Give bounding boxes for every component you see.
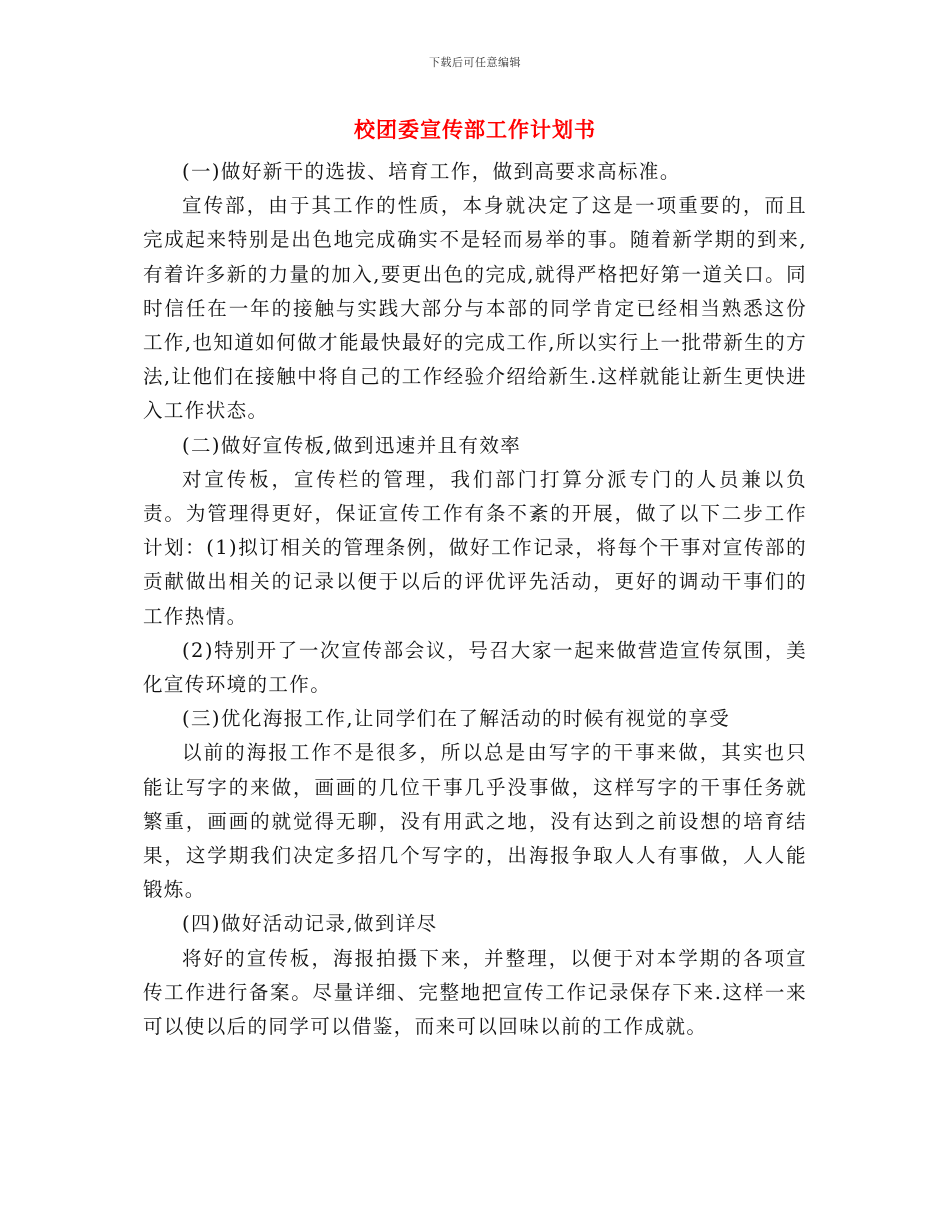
paragraph: 对宣传板，宣传栏的管理，我们部门打算分派专门的人员兼以负责。为管理得更好，保证宣传工作有条不紊的开展，做了以下二步工作计划：(1)拟订相关的管理条例，做好工作记录，将每个干事对宣传部的贡献做出相关的记录以便于以后的评优评先活动，更好的调动干事们的工作热情。 xyxy=(143,467,807,628)
paragraph: 宣传部，由于其工作的性质，本身就决定了这是一项重要的，而且完成起来特别是出色地完成确实不是轻而易举的事。随着新学期的到来,有着许多新的力量的加入,要更出色的完成,就得严格把好第一道关口。同时信任在一年的接触与实践大部分与本部的同学肯定已经相当熟悉这份工作,也知道如何做才能最快最好的完成工作,所以实行上一批带新生的方法,让他们在接触中将自己的工作经验介绍给新生.这样就能让新生更快进入工作状态。 xyxy=(143,194,807,423)
document-title: 校团委宣传部工作计划书 xyxy=(354,118,596,142)
section-heading-3: (三)优化海报工作,让同学们在了解活动的时候有视觉的享受 xyxy=(182,707,731,731)
paragraph: 以前的海报工作不是很多，所以总是由写字的干事来做，其实也只能让写字的来做，画画的几位干事几乎没事做，这样写字的干事任务就繁重，画画的就觉得无聊，没有用武之地，没有达到之前设想的培育结果，这学期我们决定多招几个写字的，出海报争取人人有事做，人人能锻炼。 xyxy=(143,741,807,902)
header-note: 下载后可任意编辑 xyxy=(429,56,521,69)
document-body xyxy=(143,155,807,1044)
paragraph: (2)特别开了一次宣传部会议，号召大家一起来做营造宣传氛围，美化宣传环境的工作。 xyxy=(143,638,807,697)
paragraph: 将好的宣传板，海报拍摄下来，并整理，以便于对本学期的各项宣传工作进行备案。尽量详细、完整地把宣传工作记录保存下来.这样一来可以使以后的同学可以借鉴，而来可以回味以前的工作成就。 xyxy=(143,946,807,1039)
section-heading-2: (二)做好宣传板,做到迅速并且有效率 xyxy=(182,433,522,457)
section-heading-1: (一)做好新干的选拔、培育工作，做到高要求高标准。 xyxy=(182,160,681,183)
section-heading-4: (四)做好活动记录,做到详尽 xyxy=(182,912,438,936)
